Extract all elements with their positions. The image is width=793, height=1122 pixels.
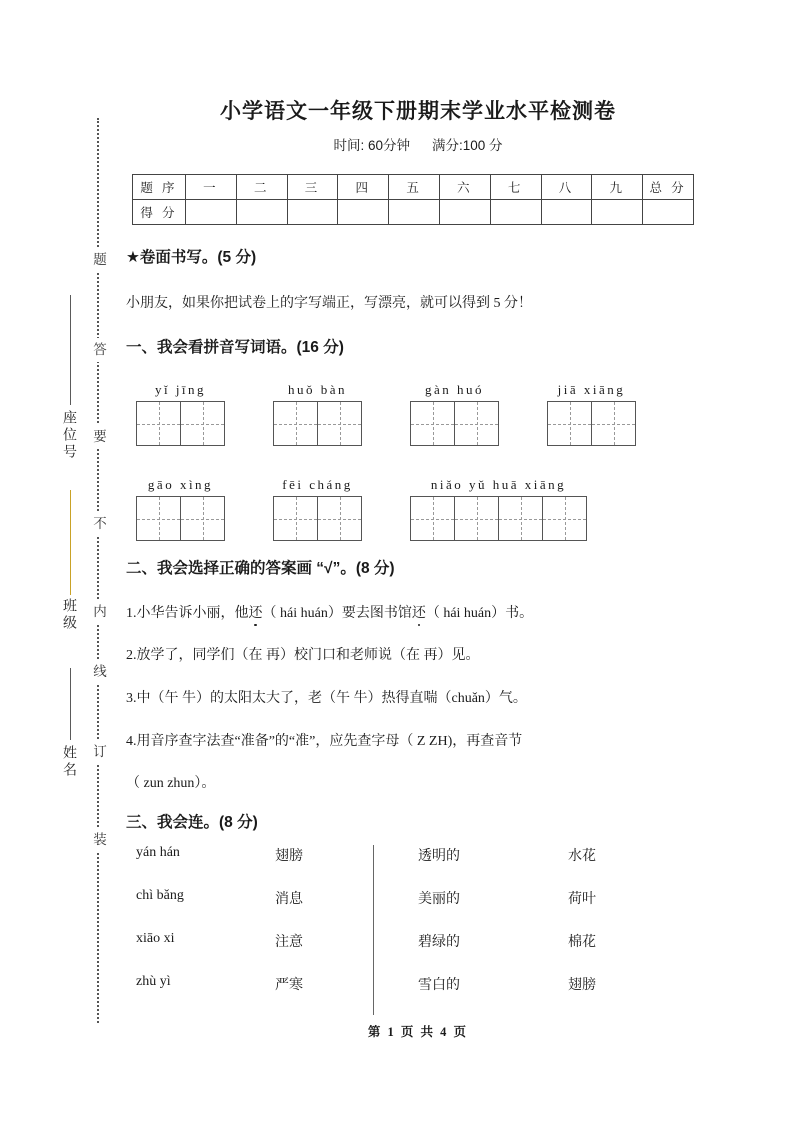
emphasized-char: 还 [412,602,426,622]
page-title: 小学语文一年级下册期末学业水平检测卷 [220,100,616,123]
match-item-meili[interactable]: 美丽的 [418,892,460,907]
handwriting-body: 小朋友，如果你把试卷上的字写端正，写漂亮，就可以得到 5 分！ [126,296,532,311]
section-three-heading: 三、我会连。(8 分) [126,814,258,831]
pinyin-grid-group-3 [410,382,499,446]
matching-exercise [118,845,718,1015]
score-table-col-6: 六 [439,175,490,200]
tianzige-cell[interactable] [136,496,181,541]
binding-word-7: 装 [88,828,108,852]
pinyin-grid-group-7 [410,477,587,541]
score-cell-9[interactable] [592,200,643,225]
score-table-col-5: 五 [389,175,440,200]
match-item-xiaoxi[interactable]: xiāo xi [136,931,175,946]
score-cell-5[interactable] [389,200,440,225]
exam-duration: 时间: 60分钟 [333,138,410,153]
emphasized-char: 还 [249,602,263,622]
tianzige-cell[interactable] [273,401,318,446]
field-label-name: 姓名 [61,745,76,779]
match-item-yanhan[interactable]: yán hán [136,845,180,860]
score-cell-6[interactable] [439,200,490,225]
question-text-part: （ hái huán）书。 [425,606,534,621]
seat-number-rule [70,295,71,405]
match-item-zhuyi-word[interactable]: 注意 [275,935,303,950]
question-text-part: 用音序查字法查“准备”的“准”，应先查字母（ Z ZH)，再查音节 [136,734,523,749]
question-text-part: 小华告诉小丽，他 [136,606,249,621]
question-number: 1. [126,606,137,621]
match-item-xuebai[interactable]: 雪白的 [418,978,460,993]
score-table-col-7: 七 [490,175,541,200]
tianzige-cell[interactable] [136,401,181,446]
tianzige-row[interactable] [547,401,636,446]
score-cell-1[interactable] [186,200,237,225]
pinyin-label-huoban: huǒ bàn [287,382,348,397]
pinyin-label-jiaxiang: jiā xiāng [557,382,626,397]
pinyin-label-feichang: fēi cháng [282,477,353,492]
score-cell-2[interactable] [236,200,287,225]
question-text-part: 中（午 牛）的太阳太大了，老（午 牛）热得直喘（chuǎn）气。 [136,691,527,706]
tianzige-row[interactable] [273,401,362,446]
section-two-question-3 [126,687,527,707]
match-item-xiaoxi-word[interactable]: 消息 [275,892,303,907]
pinyin-label-gaoxing: gāo xìng [147,477,214,492]
name-rule [70,668,71,740]
table-row-scores [133,200,694,225]
tianzige-cell[interactable] [410,401,455,446]
class-rule [70,490,71,595]
match-item-heye[interactable]: 荷叶 [568,892,596,907]
score-table-col-total: 总 分 [643,175,694,200]
tianzige-row[interactable] [136,496,225,541]
score-cell-4[interactable] [338,200,389,225]
tianzige-cell[interactable] [180,496,225,541]
binding-word-6: 订 [88,740,108,764]
tianzige-cell[interactable] [498,496,543,541]
match-item-zhuyi[interactable]: zhù yì [136,974,171,989]
tianzige-cell[interactable] [410,496,455,541]
question-number: 3. [126,691,137,706]
pinyin-grid-group-4 [547,382,636,446]
score-table-col-1: 一 [186,175,237,200]
section-two-question-1 [126,602,533,622]
exam-total-score: 满分:100 分 [432,138,503,153]
section-two-heading: 二、我会选择正确的答案画 “√”。(8 分) [126,560,395,577]
match-item-touming[interactable]: 透明的 [418,849,460,864]
table-row-question-numbers [133,175,694,200]
pinyin-grid-group-1 [136,382,225,446]
question-text-part: 放学了，同学们（在 再）校门口和老师说（在 再）见。 [136,648,480,663]
score-cell-total[interactable] [643,200,694,225]
tianzige-cell[interactable] [547,401,592,446]
handwriting-heading: ★卷面书写。(5 分) [126,249,257,266]
score-cell-7[interactable] [490,200,541,225]
match-item-chibang[interactable]: chì bǎng [136,888,184,903]
section-one-heading: 一、我会看拼音写词语。(16 分) [126,339,344,356]
match-item-shuihua[interactable]: 水花 [568,849,596,864]
tianzige-row[interactable] [410,496,587,541]
tianzige-cell[interactable] [542,496,587,541]
pinyin-label-ganhuo: gàn huó [424,382,485,397]
tianzige-cell[interactable] [273,496,318,541]
tianzige-row[interactable] [273,496,362,541]
question-number: 4. [126,734,137,749]
binding-word-2: 要 [88,425,108,449]
tianzige-cell[interactable] [454,401,499,446]
binding-word-4: 内 [88,600,108,624]
score-table [132,174,694,225]
pinyin-grid-group-2 [273,382,362,446]
matching-divider [373,845,374,1015]
tianzige-cell[interactable] [591,401,636,446]
match-item-mianhua[interactable]: 棉花 [568,935,596,950]
score-cell-3[interactable] [287,200,338,225]
pinyin-grid-group-6 [273,477,362,541]
binding-word-1: 答 [88,338,108,362]
match-item-chibang-word[interactable]: 翅膀 [275,849,303,864]
score-table-col-8: 八 [541,175,592,200]
score-table-col-4: 四 [338,175,389,200]
score-table-col-9: 九 [592,175,643,200]
score-table-row-label-1: 得 分 [133,200,186,225]
tianzige-cell[interactable] [317,401,362,446]
tianzige-cell[interactable] [317,496,362,541]
section-two-question-4 [126,730,522,750]
match-item-bilv[interactable]: 碧绿的 [418,935,460,950]
page-footer: 第 1 页 共 4 页 [367,1025,469,1039]
pinyin-label-niaoyuhuaxiang: niǎo yǔ huā xiāng [430,477,567,492]
match-item-chibang-noun[interactable]: 翅膀 [568,978,596,993]
score-cell-8[interactable] [541,200,592,225]
tianzige-row[interactable] [410,401,499,446]
question-text-part: （ hái huán）要去图书馆 [262,606,412,621]
binding-margin [0,0,118,1122]
section-two-question-2 [126,644,480,664]
exam-meta [118,134,718,154]
field-label-seat-number: 座位号 [61,410,76,461]
page-body [118,0,793,1122]
section-two-question-4-continued: （ zun zhun）。 [126,776,216,791]
score-table-col-2: 二 [236,175,287,200]
pinyin-label-yijing: yǐ jīng [154,382,207,397]
binding-word-3: 不 [88,512,108,536]
field-label-class: 班级 [61,598,76,632]
tianzige-cell[interactable] [454,496,499,541]
score-table-col-3: 三 [287,175,338,200]
score-table-row-label-0: 题 序 [133,175,186,200]
binding-word-5: 线 [88,660,108,684]
tianzige-row[interactable] [136,401,225,446]
tianzige-cell[interactable] [180,401,225,446]
match-item-yanhan-word[interactable]: 严寒 [275,978,303,993]
pinyin-grid-group-5 [136,477,225,541]
question-number: 2. [126,648,137,663]
binding-word-0: 题 [88,248,108,272]
